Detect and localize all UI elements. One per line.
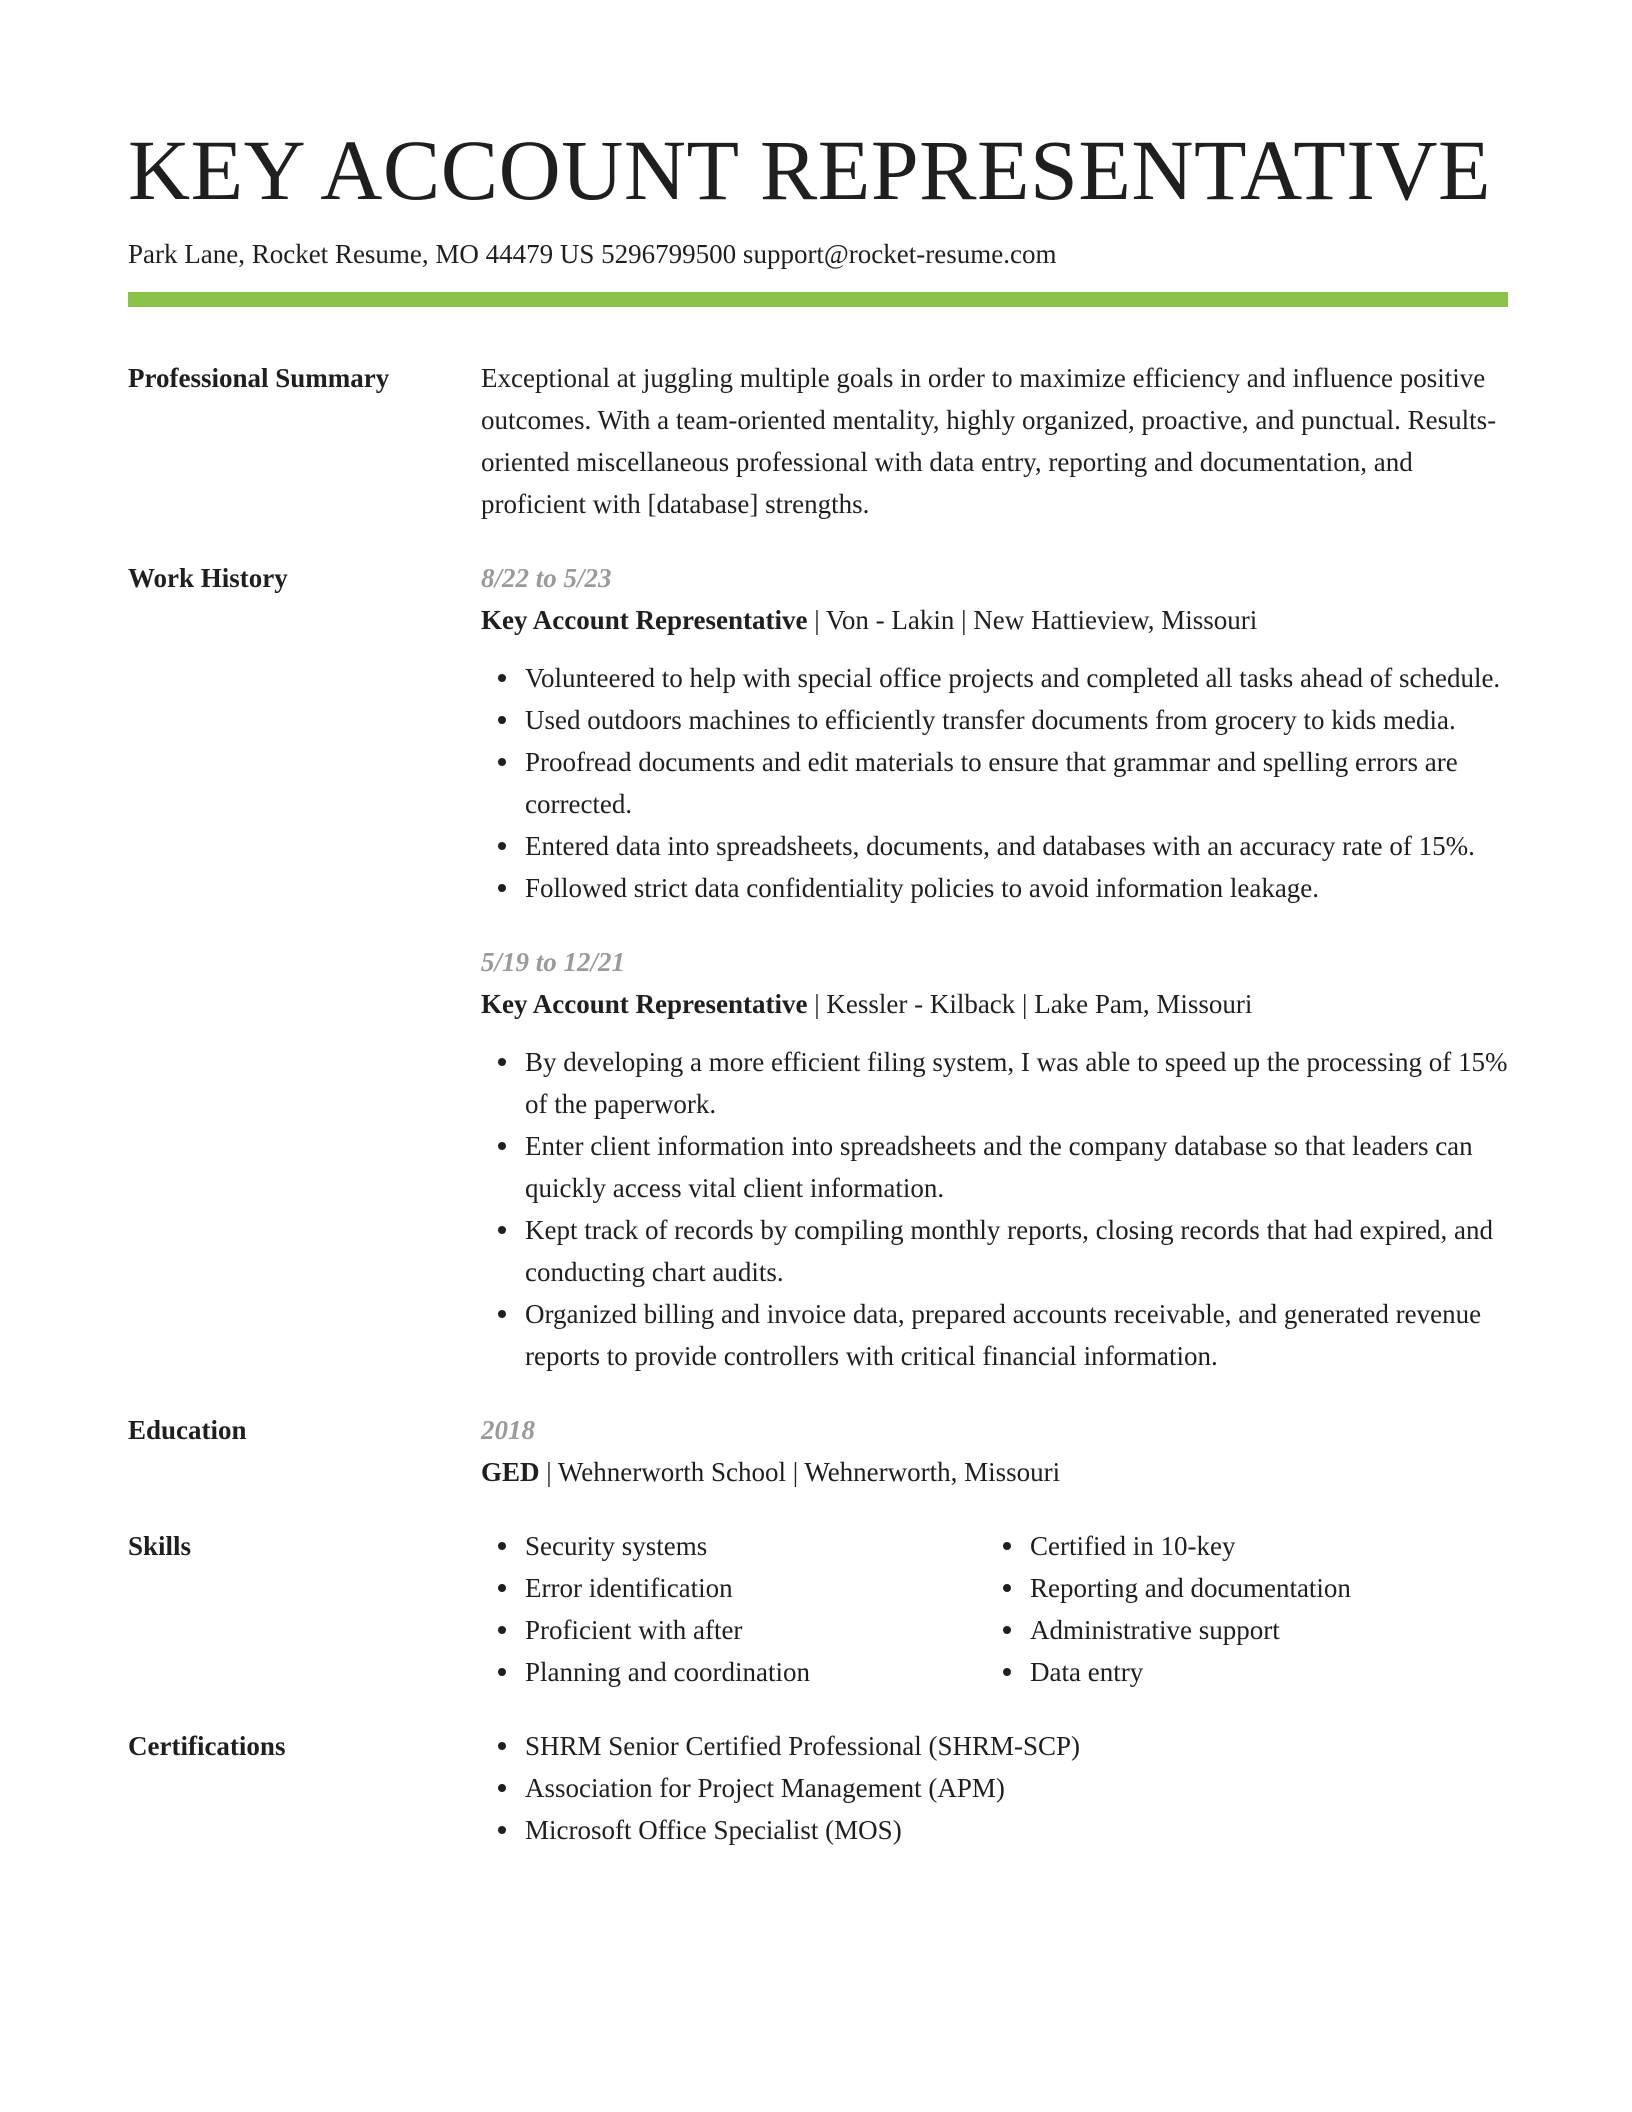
list-item: Microsoft Office Specialist (MOS) <box>525 1809 1508 1851</box>
section-label-summary: Professional Summary <box>128 363 390 393</box>
section-professional-summary <box>128 357 1508 525</box>
list-item: Volunteered to help with special office projects and completed all tasks ahead of schedule. <box>525 657 1508 699</box>
job-dates: 5/19 to 12/21 <box>481 947 626 977</box>
list-item: Followed strict data confidentiality policies to avoid information leakage. <box>525 867 1508 909</box>
skills-columns <box>481 1525 1508 1693</box>
list-item: Entered data into spreadsheets, documents, and databases with an accuracy rate of 15%. <box>525 825 1508 867</box>
section-work-history <box>128 557 1508 1377</box>
skills-body <box>481 1525 1508 1693</box>
list-item: Organized billing and invoice data, prepared accounts receivable, and generated revenue reports to provide controllers with critical financial information. <box>525 1293 1508 1377</box>
section-label-education: Education <box>128 1415 247 1445</box>
job-title: Key Account Representative <box>481 989 808 1019</box>
education-heading <box>481 1451 1508 1493</box>
job-title: Key Account Representative <box>481 605 808 635</box>
list-item: Error identification <box>525 1567 986 1609</box>
contact-line: Park Lane, Rocket Resume, MO 44479 US 5296799500 support@rocket-resume.com <box>128 239 1057 269</box>
job-heading <box>481 599 1508 641</box>
list-item: Kept track of records by compiling monthly reports, closing records that had expired, and conducting chart audits. <box>525 1209 1508 1293</box>
header-accent-divider <box>128 292 1508 307</box>
list-item: Data entry <box>1030 1651 1491 1693</box>
resume-name-title: KEY ACCOUNT REPRESENTATIVE <box>128 122 1492 218</box>
job-dates: 8/22 to 5/23 <box>481 563 612 593</box>
list-item: Administrative support <box>1030 1609 1491 1651</box>
section-label-skills: Skills <box>128 1531 192 1561</box>
list-item: Certified in 10-key <box>1030 1525 1491 1567</box>
summary-text: Exceptional at juggling multiple goals in order to maximize efficiency and influence positive outcomes. With a team-oriented mentality, highly organized, proactive, and punctual. Results-oriented miscellaneous professional with data entry, reporting and documentation, and proficient with [database] strengths. <box>481 363 1497 519</box>
section-skills <box>128 1525 1508 1693</box>
certifications-body <box>481 1725 1508 1851</box>
job-details: | Von - Lakin | New Hattieview, Missouri <box>807 605 1258 635</box>
list-item: By developing a more efficient filing system, I was able to speed up the processing of 15% of the paperwork. <box>525 1041 1508 1125</box>
job-heading <box>481 983 1508 1025</box>
list-item: Enter client information into spreadsheets and the company database so that leaders can quickly access vital client information. <box>525 1125 1508 1209</box>
education-details: | Wehnerworth School | Wehnerworth, Missouri <box>539 1457 1061 1487</box>
education-body <box>481 1409 1508 1493</box>
section-label-certifications: Certifications <box>128 1731 286 1761</box>
job-entry <box>481 941 1508 1377</box>
list-item: Planning and coordination <box>525 1651 986 1693</box>
list-item: Proficient with after <box>525 1609 986 1651</box>
section-education <box>128 1409 1508 1493</box>
work-history-body <box>481 557 1508 1377</box>
job-bullet-list <box>481 1041 1508 1377</box>
job-details: | Kessler - Kilback | Lake Pam, Missouri <box>807 989 1253 1019</box>
list-item: Used outdoors machines to efficiently transfer documents from grocery to kids media. <box>525 699 1508 741</box>
list-item: Association for Project Management (APM) <box>525 1767 1508 1809</box>
list-item: Proofread documents and edit materials to ensure that grammar and spelling errors are corrected. <box>525 741 1508 825</box>
certifications-list <box>481 1725 1508 1851</box>
section-label-work-history: Work History <box>128 563 288 593</box>
education-degree: GED <box>481 1457 540 1487</box>
job-bullet-list <box>481 657 1508 909</box>
skills-list-left <box>481 1525 986 1693</box>
section-certifications <box>128 1725 1508 1851</box>
list-item: Reporting and documentation <box>1030 1567 1491 1609</box>
job-entry <box>481 557 1508 909</box>
education-year: 2018 <box>481 1415 535 1445</box>
skills-list-right <box>986 1525 1491 1693</box>
list-item: Security systems <box>525 1525 986 1567</box>
list-item: SHRM Senior Certified Professional (SHRM-SCP) <box>525 1725 1508 1767</box>
